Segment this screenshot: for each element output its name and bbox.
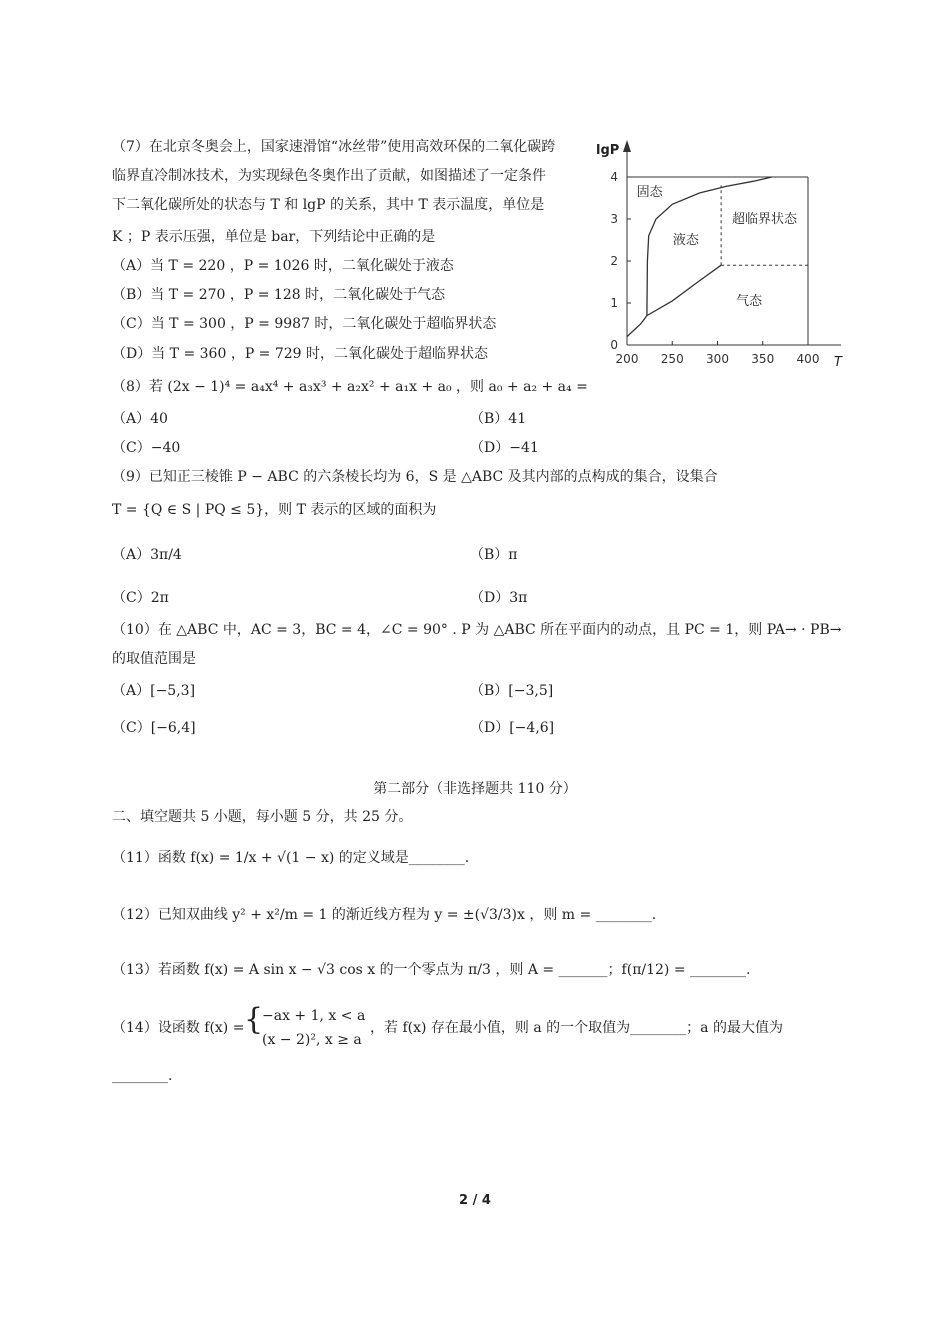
q7-option-d: （D）当 T = 360 ，P = 729 时，二氧化碳处于超临界状态 <box>112 346 489 362</box>
q14-case-2: (x − 2)², x ≥ a <box>262 1032 362 1048</box>
q10-option-c: （C）[−6,4] <box>112 720 196 736</box>
x-tick-label: 200 <box>615 352 639 366</box>
part2-title: 第二部分（非选择题共 110 分） <box>373 781 577 797</box>
q9-option-d: （D）3π <box>470 590 528 606</box>
q8-option-d: （D）−41 <box>470 440 539 456</box>
y-tick-label: 0 <box>610 338 618 352</box>
q14-brace: { <box>244 1002 264 1037</box>
q7-line-2: 临界直冷制冰技术，为实现绿色冬奥作出了贡献，如图描述了一定条件 <box>112 168 546 184</box>
q9-option-b: （B）π <box>470 547 518 563</box>
q10-option-a: （A）[−5,3] <box>112 683 196 699</box>
q10-option-d: （D）[−4,6] <box>470 720 555 736</box>
y-tick-label: 3 <box>610 212 618 226</box>
region-label-4: 气态 <box>736 294 763 310</box>
q9-line-2: T = {Q ∈ S | PQ ≤ 5}，则 T 表示的区域的面积为 <box>112 502 437 518</box>
y-axis-label: lgP <box>596 143 620 158</box>
region-label-2: 液态 <box>672 233 699 249</box>
q7-option-b: （B）当 T = 270 ，P = 128 时，二氧化碳处于气态 <box>112 287 446 303</box>
q14-tail: ________. <box>112 1068 173 1084</box>
y-tick-label: 1 <box>610 296 618 310</box>
q8-option-b: （B）41 <box>470 411 527 427</box>
q8-stem: （8）若 (2x − 1)⁴ = a₄x⁴ + a₃x³ + a₂x² + a₁x + a₀ ，则 a₀ + a₂ + a₄ = <box>112 379 588 395</box>
q14-case-1: −ax + 1, x < a <box>262 1008 366 1024</box>
q7-line-1: （7）在北京冬奥会上，国家速滑馆“冰丝带”使用高效环保的二氧化碳跨 <box>112 139 556 155</box>
q13: （13）若函数 f(x) = A sin x − √3 cos x 的一个零点为 π/3 ，则 A = _______；f(π/12) = ________. <box>112 962 751 978</box>
q8-option-c: （C）−40 <box>112 440 181 456</box>
q14-suffix: ，若 f(x) 存在最小值，则 a 的一个取值为________；a 的最大值为 <box>370 1020 783 1036</box>
q10-line-1: （10）在 △ABC 中，AC = 3，BC = 4，∠C = 90° . P 为 △ABC 所在平面内的动点，且 PC = 1，则 PA→ · PB→ <box>112 622 842 638</box>
q7-option-a: （A）当 T = 220 ，P = 1026 时，二氧化碳处于液态 <box>112 258 454 274</box>
q7-line-3: 下二氧化碳所处的状态与 T 和 lgP 的关系，其中 T 表示温度，单位是 <box>112 197 545 213</box>
y-tick-label: 2 <box>610 254 618 268</box>
q10-line-2: 的取值范围是 <box>112 651 196 667</box>
x-tick-label: 300 <box>706 352 729 366</box>
region-label-3: 超临界状态 <box>732 212 798 228</box>
y-tick-label: 4 <box>610 170 618 184</box>
part2-subtitle: 二、填空题共 5 小题，每小题 5 分，共 25 分。 <box>112 809 413 825</box>
page-number: 2 / 4 <box>459 1193 491 1208</box>
q11: （11）函数 f(x) = 1/x + √(1 − x) 的定义域是________. <box>112 850 470 866</box>
q7-option-c: （C）当 T = 300 ，P = 9987 时，二氧化碳处于超临界状态 <box>112 316 497 332</box>
q9-option-c: （C）2π <box>112 590 169 606</box>
q12: （12）已知双曲线 y² + x²/m = 1 的渐近线方程为 y = ±(√3/3)x ，则 m = ________. <box>112 907 657 923</box>
x-tick-label: 250 <box>660 352 684 366</box>
region-label-1: 固态 <box>636 184 663 200</box>
q9-line-1: （9）已知正三棱锥 P − ABC 的六条棱长均为 6，S 是 △ABC 及其内部的点构成的集合，设集合 <box>112 469 718 485</box>
q10-option-b: （B）[−3,5] <box>470 683 554 699</box>
q14-prefix: （14）设函数 f(x) = <box>112 1020 245 1036</box>
q8-option-a: （A）40 <box>112 411 168 427</box>
x-axis-label: T <box>834 355 842 370</box>
q9-option-a: （A）3π/4 <box>112 547 182 563</box>
phase-curve-1 <box>627 265 721 336</box>
q7-line-4: K ；P 表示压强，单位是 bar，下列结论中正确的是 <box>112 229 436 245</box>
x-tick-label: 400 <box>796 352 820 366</box>
co2-phase-diagram <box>596 132 856 382</box>
x-tick-label: 350 <box>751 352 775 366</box>
y-axis-arrow <box>623 140 631 152</box>
